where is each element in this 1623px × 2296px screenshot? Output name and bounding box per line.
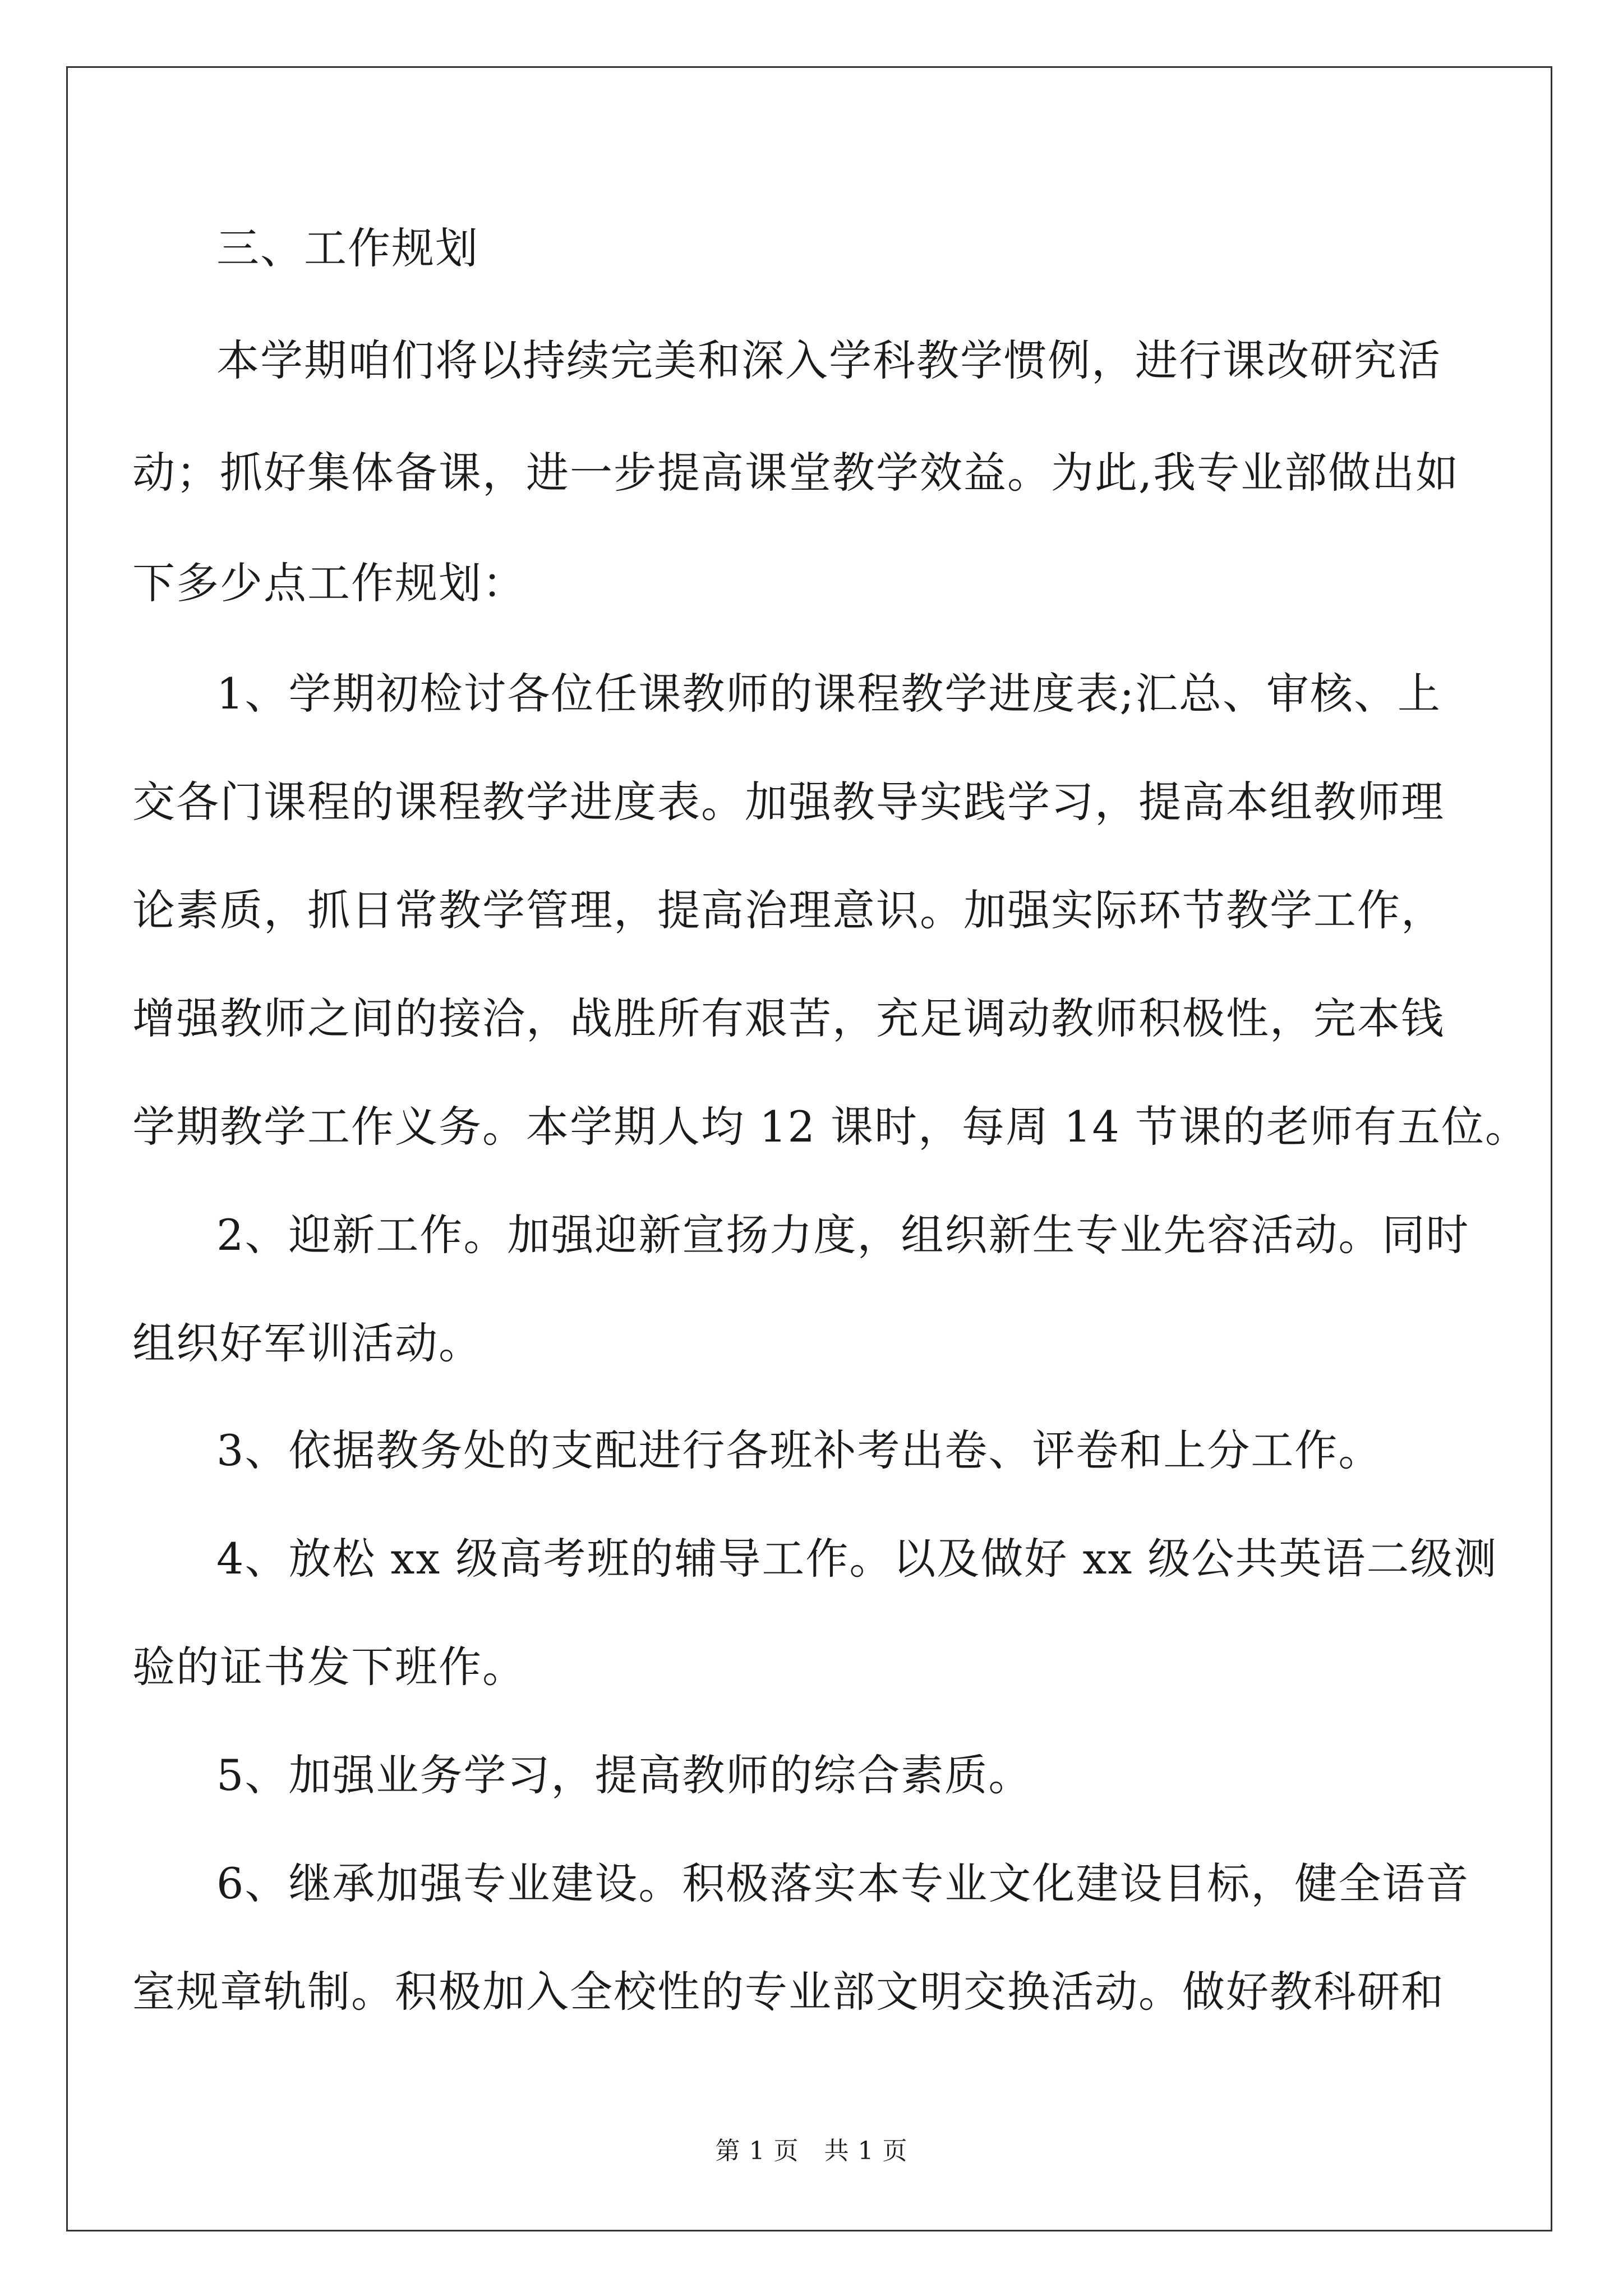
page-number-footer: 第 1 页 共 1 页 — [715, 2137, 908, 2165]
item3-line-1: 3、依据教务处的支配进行各班补考出卷、评卷和上分工作。 — [216, 1425, 1382, 1475]
intro-line-2: 动；抓好集体备课，进一步提高课堂教学效益。为此,我专业部做出如 — [132, 448, 1460, 498]
item2-line-2: 组织好军训活动。 — [132, 1318, 482, 1368]
item1-line-5: 学期教学工作义务。本学期人均 12 课时，每周 14 节课的老师有五位。 — [132, 1102, 1529, 1152]
intro-line-3: 下多少点工作规划： — [132, 558, 526, 608]
intro-line-1: 本学期咱们将以持续完美和深入学科教学惯例，进行课改研究活 — [216, 335, 1441, 385]
item1-line-4: 增强教师之间的接洽，战胜所有艰苦，充足调动教师积极性，完本钱 — [132, 993, 1445, 1043]
item6-line-1: 6、继承加强专业建设。积极落实本专业文化建设目标，健全语音 — [216, 1858, 1470, 1908]
item5-line-1: 5、加强业务学习，提高教师的综合素质。 — [216, 1750, 1032, 1800]
item6-line-2: 室规章轨制。积极加入全校性的专业部文明交换活动。做好教科研和 — [132, 1967, 1445, 2017]
item1-line-3: 论素质，抓日常教学管理，提高治理意识。加强实际环节教学工作， — [132, 885, 1445, 935]
item2-line-1: 2、迎新工作。加强迎新宣扬力度，组织新生专业先容活动。同时 — [216, 1210, 1470, 1260]
item4-line-2: 验的证书发下班作。 — [132, 1642, 526, 1692]
item1-line-1: 1、学期初检讨各位任课教师的课程教学进度表;汇总、审核、上 — [216, 669, 1441, 719]
item4-line-1: 4、放松 xx 级高考班的辅导工作。以及做好 xx 级公共英语二级测 — [216, 1534, 1498, 1584]
item1-line-2: 交各门课程的课程教学进度表。加强教导实践学习，提高本组教师理 — [132, 777, 1445, 827]
section-heading: 三、工作规划 — [216, 223, 479, 273]
